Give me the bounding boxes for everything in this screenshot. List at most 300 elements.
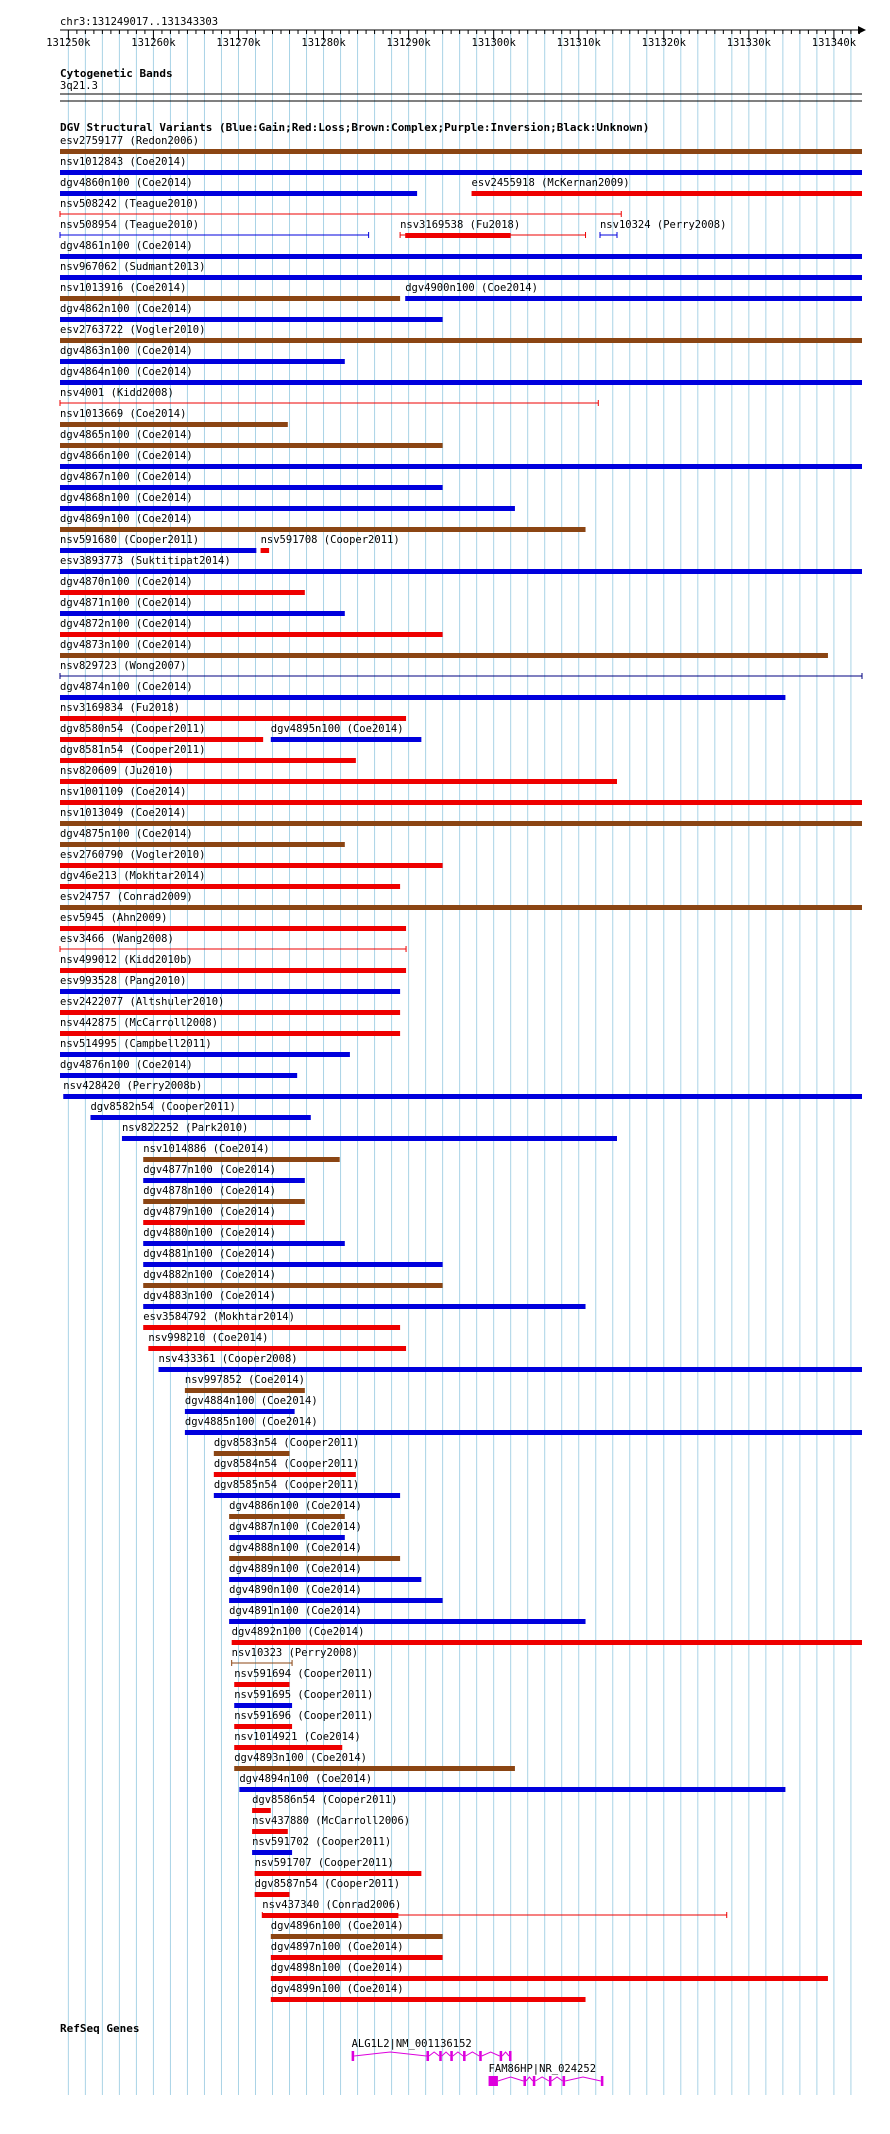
sv-bar <box>60 863 443 868</box>
sv-label: esv993528 (Pang2010) <box>60 975 187 987</box>
sv-bar <box>143 1283 442 1288</box>
sv-label: dgv4891n100 (Coe2014) <box>229 1605 362 1617</box>
sv-label: dgv4878n100 (Coe2014) <box>143 1185 276 1197</box>
sv-feature[interactable] <box>229 1605 585 1624</box>
gene-exon <box>500 2051 503 2061</box>
sv-feature[interactable] <box>472 177 862 196</box>
sv-label: nsv967062 (Sudmant2013) <box>60 261 206 273</box>
sv-feature[interactable] <box>60 849 443 868</box>
sv-label: nsv433361 (Cooper2008) <box>158 1353 298 1365</box>
sv-label: dgv4884n100 (Coe2014) <box>184 1395 318 1407</box>
sv-bar <box>271 1934 443 1939</box>
sv-label: dgv8585n54 (Cooper2011) <box>213 1479 360 1491</box>
sv-bar <box>60 548 256 553</box>
sv-label: nsv3169834 (Fu2018) <box>60 702 181 714</box>
sv-bar <box>271 1997 586 2002</box>
sv-label: dgv4871n100 (Coe2014) <box>60 597 193 609</box>
sv-bar <box>60 485 443 490</box>
sv-label: dgv8587n54 (Cooper2011) <box>254 1878 401 1890</box>
sv-feature[interactable] <box>60 303 443 322</box>
sv-bar <box>60 779 617 784</box>
sv-feature[interactable] <box>60 135 862 154</box>
sv-label: esv2455918 (McKernan2009) <box>471 177 630 189</box>
gene-intron <box>429 2052 439 2056</box>
sv-feature[interactable] <box>143 1227 345 1246</box>
region-label: chr3:131249017..131343303 <box>60 16 219 28</box>
sv-feature[interactable] <box>60 828 345 847</box>
sv-feature[interactable] <box>60 513 586 532</box>
sv-bar <box>143 1325 400 1330</box>
gene-intron <box>466 2052 480 2056</box>
sv-label: dgv4895n100 (Coe2014) <box>270 723 404 735</box>
sv-label: dgv4893n100 (Coe2014) <box>234 1752 367 1764</box>
sv-bar <box>232 1640 862 1645</box>
sv-feature[interactable] <box>60 1017 400 1036</box>
gene-exon <box>479 2051 482 2061</box>
sv-label: nsv508242 (Teague2010) <box>60 198 200 210</box>
sv-bar <box>60 254 862 259</box>
sv-feature[interactable] <box>214 1458 359 1477</box>
sv-bar <box>214 1451 290 1456</box>
sv-feature[interactable] <box>60 219 369 238</box>
sv-label: nsv820609 (Ju2010) <box>60 765 174 777</box>
sv-feature[interactable] <box>255 1857 422 1876</box>
sv-label: dgv4866n100 (Coe2014) <box>60 450 193 462</box>
sv-feature[interactable] <box>143 1164 305 1183</box>
sv-bar <box>60 590 305 595</box>
sv-feature[interactable] <box>60 765 617 784</box>
sv-feature[interactable] <box>185 1395 318 1414</box>
sv-feature[interactable] <box>60 618 443 637</box>
sv-label: dgv4860n100 (Coe2014) <box>60 177 193 189</box>
ruler-tick-label: 131310k <box>556 37 601 49</box>
sv-feature[interactable] <box>261 534 400 553</box>
sv-label: dgv4867n100 (Coe2014) <box>60 471 193 483</box>
sv-label: esv2759177 (Redon2006) <box>60 135 200 147</box>
sv-label: nsv442875 (McCarroll2008) <box>60 1017 219 1029</box>
sv-label: dgv4888n100 (Coe2014) <box>229 1542 362 1554</box>
sv-label: esv2422077 (Altshuler2010) <box>60 996 225 1008</box>
sv-label: nsv591708 (Cooper2011) <box>260 534 400 546</box>
sv-label: esv3893773 (Suktitipat2014) <box>60 555 231 567</box>
sv-bar <box>60 191 417 196</box>
gene-label: ALG1L2|NM_001136152 <box>351 2038 472 2050</box>
sv-label: dgv4882n100 (Coe2014) <box>143 1269 276 1281</box>
sv-bar <box>234 1745 342 1750</box>
sv-bar <box>122 1136 617 1141</box>
gene-intron <box>354 2052 426 2056</box>
sv-bar <box>60 317 443 322</box>
sv-feature[interactable] <box>232 1647 358 1666</box>
sv-label: dgv4897n100 (Coe2014) <box>270 1941 404 1953</box>
sv-label: dgv4875n100 (Coe2014) <box>60 828 193 840</box>
sv-bar <box>60 611 345 616</box>
sv-feature[interactable] <box>60 471 443 490</box>
sv-feature[interactable] <box>229 1584 443 1603</box>
sv-feature[interactable] <box>232 1626 862 1645</box>
sv-feature[interactable] <box>255 1878 400 1897</box>
sv-label: nsv591694 (Cooper2011) <box>234 1668 374 1680</box>
sv-bar <box>214 1493 400 1498</box>
sv-bar <box>185 1409 295 1414</box>
sv-label: dgv4885n100 (Coe2014) <box>184 1416 318 1428</box>
sv-label: nsv514995 (Campbell2011) <box>60 1038 212 1050</box>
sv-bar <box>185 1388 305 1393</box>
refseq-title: RefSeq Genes <box>60 2022 140 2035</box>
ruler-tick-label: 131260k <box>131 37 176 49</box>
refseq-track <box>60 2022 603 2086</box>
sv-feature[interactable] <box>60 954 406 973</box>
gene-intron <box>502 2052 509 2056</box>
ruler-tick-label: 131290k <box>386 37 431 49</box>
sv-label: dgv4864n100 (Coe2014) <box>60 366 193 378</box>
sv-feature[interactable] <box>60 492 515 511</box>
gene-label: FAM86HP|NR_024252 <box>488 2063 597 2075</box>
sv-feature[interactable] <box>271 723 422 742</box>
sv-label: dgv8580n54 (Cooper2011) <box>60 723 206 735</box>
ruler-tick-label: 131330k <box>726 37 771 49</box>
sv-bar <box>60 359 345 364</box>
sv-feature[interactable] <box>60 534 256 553</box>
sv-feature[interactable] <box>60 639 828 658</box>
sv-label: dgv4863n100 (Coe2014) <box>60 345 193 357</box>
gene-exon <box>439 2051 442 2061</box>
sv-feature[interactable] <box>239 1773 785 1792</box>
gene-intron <box>482 2052 500 2056</box>
dgv-title: DGV Structural Variants (Blue:Gain;Red:Loss;Brown:Complex;Purple:Inversion;Black:Unknown) <box>60 121 650 134</box>
sv-feature[interactable] <box>60 324 862 343</box>
sv-feature[interactable] <box>60 156 862 175</box>
sv-bar <box>143 1262 442 1267</box>
sv-bar <box>234 1703 292 1708</box>
sv-bar <box>60 149 862 154</box>
sv-feature[interactable] <box>60 261 862 280</box>
sv-feature[interactable] <box>252 1836 391 1855</box>
gene-exon <box>549 2076 552 2086</box>
sv-bar <box>262 1913 398 1918</box>
sv-bar <box>143 1178 305 1183</box>
sv-feature[interactable] <box>60 786 862 805</box>
sv-bar <box>255 1871 422 1876</box>
sv-bar <box>90 1115 310 1120</box>
sv-bar <box>60 884 400 889</box>
sv-label: dgv4887n100 (Coe2014) <box>229 1521 362 1533</box>
sv-label: dgv4868n100 (Coe2014) <box>60 492 193 504</box>
sv-feature[interactable] <box>271 1920 443 1939</box>
sv-bar <box>60 464 862 469</box>
sv-label: dgv4883n100 (Coe2014) <box>143 1290 276 1302</box>
sv-feature[interactable] <box>122 1122 617 1141</box>
sv-label: dgv4892n100 (Coe2014) <box>231 1626 365 1638</box>
sv-label: nsv4001 (Kidd2008) <box>60 387 174 399</box>
sv-bar <box>60 800 862 805</box>
sv-feature[interactable] <box>229 1521 362 1540</box>
sv-bar <box>143 1157 339 1162</box>
sv-label: nsv1012843 (Coe2014) <box>60 156 187 168</box>
sv-bar <box>60 968 406 973</box>
sv-label: nsv1013049 (Coe2014) <box>60 807 187 819</box>
sv-feature[interactable] <box>60 597 345 616</box>
sv-bar <box>143 1199 305 1204</box>
sv-feature[interactable] <box>60 240 862 259</box>
sv-label: dgv4881n100 (Coe2014) <box>143 1248 276 1260</box>
sv-label: dgv4889n100 (Coe2014) <box>229 1563 362 1575</box>
sv-feature[interactable] <box>60 576 305 595</box>
sv-feature[interactable] <box>600 219 726 238</box>
sv-bar <box>60 1073 297 1078</box>
sv-feature[interactable] <box>143 1311 400 1330</box>
sv-label: nsv997852 (Coe2014) <box>184 1374 306 1386</box>
gene-exon <box>563 2076 566 2086</box>
sv-label: nsv428420 (Perry2008b) <box>63 1080 203 1092</box>
sv-label: dgv4862n100 (Coe2014) <box>60 303 193 315</box>
sv-bar <box>60 506 515 511</box>
sv-bar <box>252 1829 288 1834</box>
cytoband-title: Cytogenetic Bands <box>60 67 173 80</box>
sv-bar <box>261 548 270 553</box>
cytoband-track <box>60 67 862 101</box>
sv-label: nsv1001109 (Coe2014) <box>60 786 187 798</box>
sv-label: nsv998210 (Coe2014) <box>148 1332 269 1344</box>
sv-label: esv24757 (Conrad2009) <box>60 891 193 903</box>
sv-bar <box>229 1556 400 1561</box>
sv-feature[interactable] <box>271 1962 828 1981</box>
sv-feature[interactable] <box>252 1815 410 1834</box>
sv-label: dgv4886n100 (Coe2014) <box>229 1500 362 1512</box>
sv-label: dgv4899n100 (Coe2014) <box>270 1983 404 1995</box>
sv-bar <box>60 569 862 574</box>
sv-feature[interactable] <box>60 408 288 427</box>
dgv-track <box>60 121 862 2002</box>
gene-intron <box>453 2052 463 2056</box>
sv-feature[interactable] <box>60 702 406 721</box>
sv-feature[interactable] <box>60 870 400 889</box>
sv-feature[interactable] <box>60 891 862 910</box>
sv-label: dgv4861n100 (Coe2014) <box>60 240 193 252</box>
sv-bar <box>271 1976 828 1981</box>
sv-bar <box>143 1220 305 1225</box>
sv-feature[interactable] <box>405 282 862 301</box>
sv-bar <box>229 1535 345 1540</box>
ruler-tick-label: 131340k <box>811 37 857 49</box>
sv-feature[interactable] <box>143 1143 339 1162</box>
sv-label: dgv4880n100 (Coe2014) <box>143 1227 276 1239</box>
sv-feature[interactable] <box>214 1479 400 1498</box>
sv-feature[interactable] <box>400 219 585 238</box>
ruler-tick-label: 131320k <box>641 37 686 49</box>
sv-bar <box>60 1052 350 1057</box>
sv-label: dgv4898n100 (Coe2014) <box>270 1962 404 1974</box>
sv-bar <box>229 1577 421 1582</box>
sv-label: esv2760790 (Vogler2010) <box>60 849 206 861</box>
sv-label: esv2763722 (Vogler2010) <box>60 324 206 336</box>
sv-label: dgv4872n100 (Coe2014) <box>60 618 193 630</box>
gene-intron <box>552 2077 563 2081</box>
sv-bar <box>234 1682 289 1687</box>
sv-label: esv3466 (Wang2008) <box>60 933 174 945</box>
sv-bar <box>60 716 406 721</box>
sv-feature[interactable] <box>252 1794 397 1813</box>
sv-label: nsv822252 (Park2010) <box>121 1122 249 1134</box>
sv-feature[interactable] <box>63 1080 862 1099</box>
sv-feature[interactable] <box>60 996 400 1015</box>
sv-label: nsv10323 (Perry2008) <box>231 1647 359 1659</box>
sv-feature[interactable] <box>143 1269 442 1288</box>
sv-bar <box>229 1514 345 1519</box>
sv-feature[interactable] <box>60 912 406 931</box>
sv-feature[interactable] <box>271 1941 443 1960</box>
sv-bar <box>271 1955 443 1960</box>
sv-bar <box>159 1367 862 1372</box>
sv-bar <box>60 275 862 280</box>
sv-bar <box>405 233 510 238</box>
ruler-tick-label: 131270k <box>216 37 261 49</box>
sv-feature[interactable] <box>185 1374 305 1393</box>
sv-bar <box>252 1808 271 1813</box>
sv-feature[interactable] <box>60 723 263 742</box>
sv-feature[interactable] <box>60 933 406 952</box>
sv-label: esv3584792 (Mokhtar2014) <box>143 1311 295 1323</box>
sv-feature[interactable] <box>234 1689 373 1708</box>
sv-feature[interactable] <box>60 975 400 994</box>
gene-exon <box>533 2076 536 2086</box>
sv-feature[interactable] <box>60 555 862 574</box>
sv-bar <box>148 1346 406 1351</box>
sv-feature[interactable] <box>60 387 598 406</box>
sv-label: dgv4876n100 (Coe2014) <box>60 1059 193 1071</box>
sv-feature[interactable] <box>262 1899 726 1918</box>
sv-feature[interactable] <box>229 1500 362 1519</box>
gene-model[interactable] <box>352 2038 512 2061</box>
sv-feature[interactable] <box>60 807 862 826</box>
gene-exon <box>352 2051 355 2061</box>
sv-feature[interactable] <box>143 1248 442 1267</box>
sv-label: esv5945 (Ahn2009) <box>60 912 168 924</box>
sv-feature[interactable] <box>143 1185 305 1204</box>
sv-label: nsv591707 (Cooper2011) <box>254 1857 394 1869</box>
sv-label: dgv4890n100 (Coe2014) <box>229 1584 362 1596</box>
gene-exon <box>523 2076 526 2086</box>
sv-bar <box>60 842 345 847</box>
sv-label: dgv8584n54 (Cooper2011) <box>213 1458 360 1470</box>
gene-model[interactable] <box>489 2063 604 2086</box>
sv-feature[interactable] <box>143 1206 305 1225</box>
sv-label: nsv1013669 (Coe2014) <box>60 408 187 420</box>
sv-label: nsv10324 (Perry2008) <box>599 219 727 231</box>
sv-feature[interactable] <box>229 1563 421 1582</box>
sv-label: nsv437880 (McCarroll2006) <box>252 1815 411 1827</box>
sv-feature[interactable] <box>271 1983 586 2002</box>
sv-bar <box>234 1766 515 1771</box>
gene-intron <box>526 2077 533 2081</box>
cytoband-label: 3q21.3 <box>60 80 98 92</box>
gene-exon <box>509 2051 512 2061</box>
sv-bar <box>60 926 406 931</box>
sv-feature[interactable] <box>143 1290 585 1309</box>
gene-exon <box>426 2051 429 2061</box>
sv-bar <box>252 1850 292 1855</box>
sv-label: nsv437340 (Conrad2006) <box>262 1899 402 1911</box>
sv-bar <box>229 1619 585 1624</box>
gene-intron <box>535 2077 549 2081</box>
sv-bar <box>60 758 356 763</box>
ruler-tick-label: 131280k <box>301 37 346 49</box>
sv-bar <box>255 1892 290 1897</box>
sv-bar <box>239 1787 785 1792</box>
sv-label: nsv499012 (Kidd2010b) <box>60 954 193 966</box>
sv-feature[interactable] <box>60 282 400 301</box>
sv-feature[interactable] <box>60 450 862 469</box>
sv-label: dgv4900n100 (Coe2014) <box>405 282 538 294</box>
sv-bar <box>60 422 288 427</box>
gene-exon <box>450 2051 453 2061</box>
sv-bar <box>405 296 862 301</box>
sv-label: dgv4873n100 (Coe2014) <box>60 639 193 651</box>
sv-label: dgv8581n54 (Cooper2011) <box>60 744 206 756</box>
sv-bar <box>60 653 828 658</box>
sv-label: nsv591696 (Cooper2011) <box>234 1710 374 1722</box>
sv-bar <box>472 191 862 196</box>
sv-bar <box>63 1094 862 1099</box>
sv-feature[interactable] <box>148 1332 406 1351</box>
sv-label: dgv4896n100 (Coe2014) <box>270 1920 404 1932</box>
sv-feature[interactable] <box>60 366 862 385</box>
sv-label: dgv4877n100 (Coe2014) <box>143 1164 276 1176</box>
sv-label: nsv508954 (Teague2010) <box>60 219 200 231</box>
sv-bar <box>60 296 400 301</box>
sv-label: nsv829723 (Wong2007) <box>60 660 187 672</box>
coordinate-ruler <box>46 16 866 49</box>
sv-feature[interactable] <box>234 1668 373 1687</box>
sv-feature[interactable] <box>60 660 862 679</box>
sv-bar <box>60 989 400 994</box>
sv-feature[interactable] <box>60 345 345 364</box>
sv-bar <box>60 527 586 532</box>
sv-feature[interactable] <box>214 1437 359 1456</box>
sv-label: nsv591702 (Cooper2011) <box>252 1836 392 1848</box>
ruler-tick-label: 131300k <box>471 37 516 49</box>
sv-bar <box>185 1430 862 1435</box>
sv-label: nsv3169538 (Fu2018) <box>400 219 521 231</box>
sv-feature[interactable] <box>90 1101 310 1120</box>
sv-label: dgv46e213 (Mokhtar2014) <box>60 870 206 882</box>
sv-bar <box>60 1031 400 1036</box>
sv-bar <box>229 1598 443 1603</box>
sv-bar <box>60 1010 400 1015</box>
sv-feature[interactable] <box>185 1416 862 1435</box>
sv-feature[interactable] <box>60 429 443 448</box>
sv-label: nsv1014886 (Coe2014) <box>143 1143 270 1155</box>
sv-feature[interactable] <box>60 1059 297 1078</box>
sv-feature[interactable] <box>234 1710 373 1729</box>
gene-exon <box>489 2076 498 2086</box>
sv-bar <box>60 821 862 826</box>
sv-bar <box>143 1304 585 1309</box>
sv-label: dgv4879n100 (Coe2014) <box>143 1206 276 1218</box>
sv-bar <box>234 1724 292 1729</box>
sv-bar <box>271 737 422 742</box>
sv-bar <box>60 380 862 385</box>
sv-label: dgv4870n100 (Coe2014) <box>60 576 193 588</box>
sv-feature[interactable] <box>234 1731 360 1750</box>
gene-exon <box>601 2076 604 2086</box>
sv-label: dgv4869n100 (Coe2014) <box>60 513 193 525</box>
sv-bar <box>60 632 443 637</box>
sv-bar <box>60 695 785 700</box>
sv-feature[interactable] <box>60 681 785 700</box>
sv-feature[interactable] <box>60 744 356 763</box>
sv-label: nsv1013916 (Coe2014) <box>60 282 187 294</box>
